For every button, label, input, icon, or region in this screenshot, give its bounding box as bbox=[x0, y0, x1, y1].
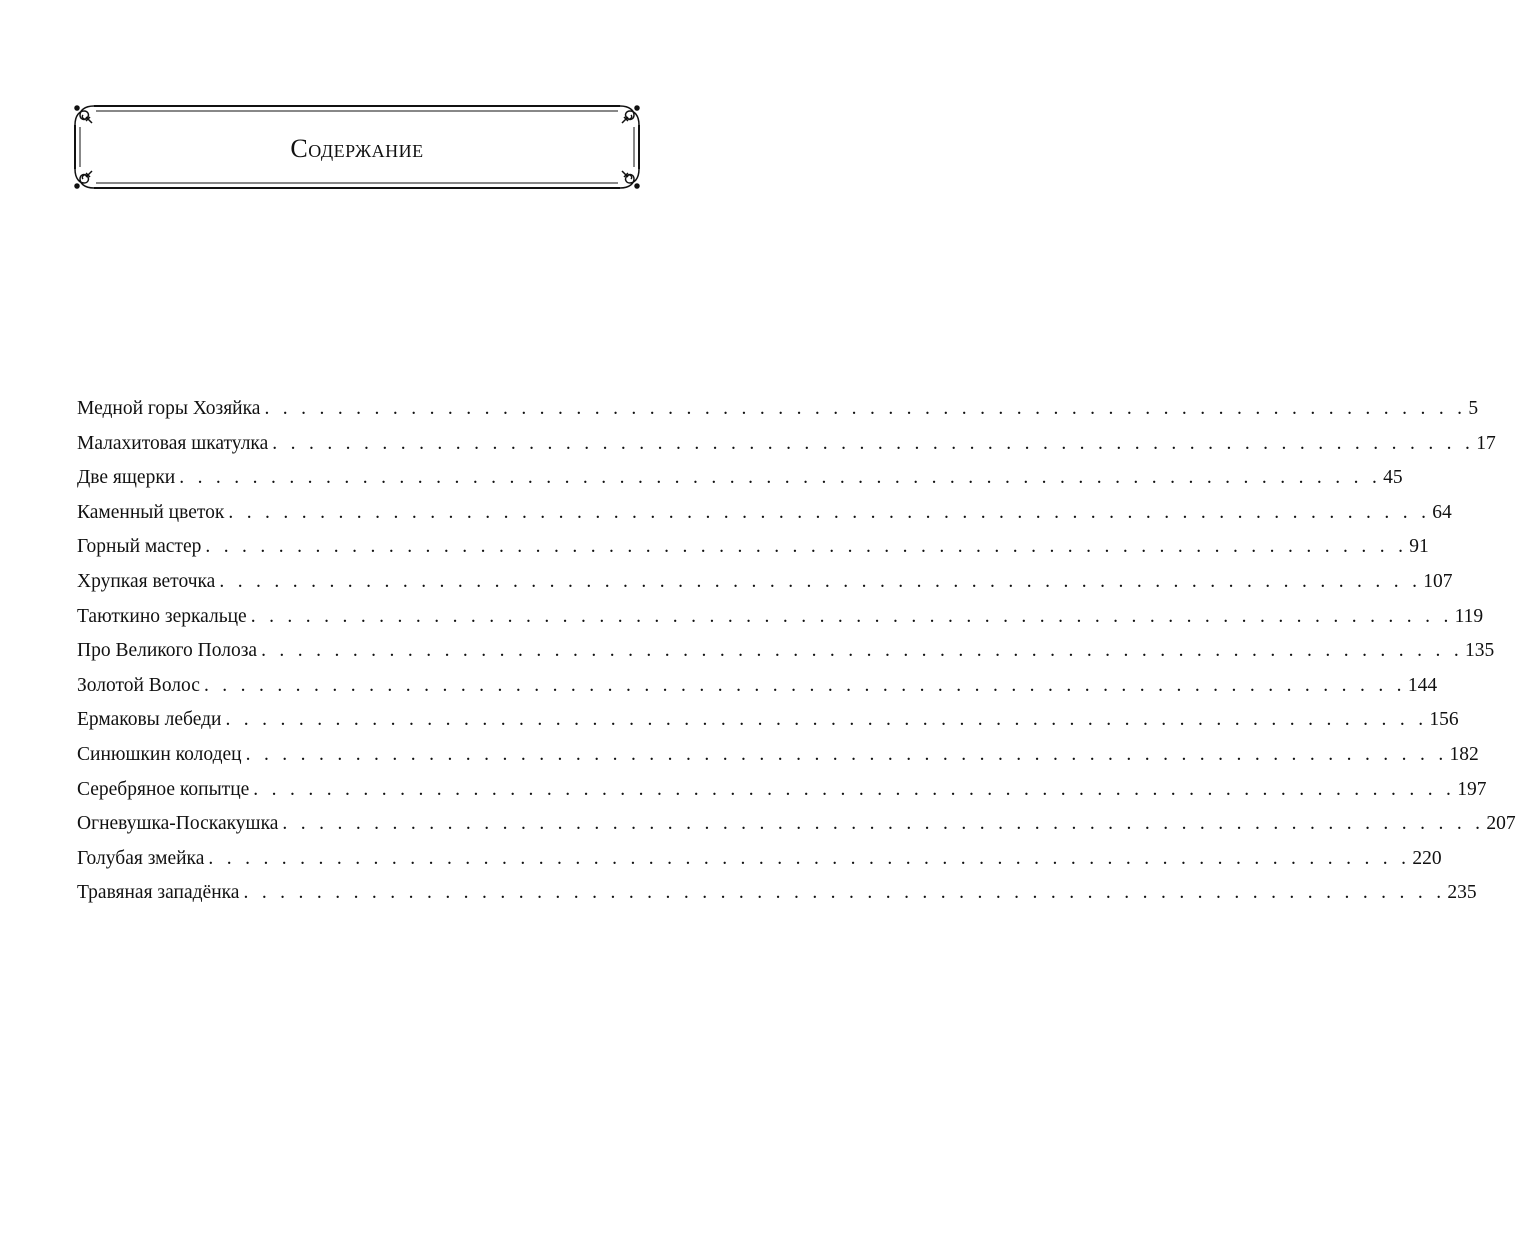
toc-entry-title: Травяная западёнка bbox=[77, 882, 240, 904]
toc-entry-page-number: 156 bbox=[1429, 709, 1459, 731]
dot-leader: . . . . . . . . . . . . . . . . . . . . . . . . . . . . . . . . . . . . . . . . . . . . . . . . . . . . . . . . . . . . . . . . . . bbox=[264, 398, 1467, 419]
toc-entry-page-number: 17 bbox=[1476, 432, 1496, 454]
dot-leader: . . . . . . . . . . . . . . . . . . . . . . . . . . . . . . . . . . . . . . . . . . . . . . . . . . . . . . . . . . . . . . . . . . bbox=[272, 432, 1475, 454]
toc-entry[interactable] bbox=[77, 530, 1429, 565]
dot-leader: . . . . . . . . . . . . . . . . . . . . . . . . . . . . . . . . . . . . . . . . . . . . . . . . . . . . . . . . . . . . . . . . . . bbox=[205, 536, 1408, 558]
toc-entry[interactable] bbox=[77, 427, 1496, 462]
toc-entry[interactable] bbox=[77, 738, 1479, 773]
toc-entry-title: Про Великого Полоза bbox=[77, 640, 258, 662]
toc-entry[interactable] bbox=[77, 634, 1495, 669]
table-of-contents bbox=[77, 392, 1516, 911]
toc-entry-title: Голубая змейка bbox=[77, 847, 205, 869]
toc-entry-page-number: 45 bbox=[1383, 467, 1403, 489]
toc-entry-title: Ермаковы лебеди bbox=[77, 709, 222, 731]
dot-leader: . . . . . . . . . . . . . . . . . . . . . . . . . . . . . . . . . . . . . . . . . . . . . . . . . . . . . . . . . . . . . . . . . . bbox=[245, 743, 1448, 765]
header-frame bbox=[72, 103, 642, 191]
dot-leader: . . . . . . . . . . . . . . . . . . . . . . . . . . . . . . . . . . . . . . . . . . . . . . . . . . . . . . . . . . . . . . . . . . bbox=[250, 605, 1453, 627]
toc-entry-title: Таюткино зеркальце bbox=[77, 605, 247, 627]
toc-entry-page-number: 5 bbox=[1468, 398, 1479, 419]
toc-entry-title: Горный мастер bbox=[77, 536, 202, 558]
dot-leader: . . . . . . . . . . . . . . . . . . . . . . . . . . . . . . . . . . . . . . . . . . . . . . . . . . . . . . . . . . . . . . . . . . bbox=[203, 674, 1406, 696]
toc-entry[interactable] bbox=[77, 565, 1453, 600]
toc-entry-title: Хрупкая веточка bbox=[77, 570, 216, 592]
dot-leader: . . . . . . . . . . . . . . . . . . . . . . . . . . . . . . . . . . . . . . . . . . . . . . . . . . . . . . . . . . . . . . . . . . bbox=[261, 640, 1464, 662]
toc-entry[interactable] bbox=[77, 876, 1477, 911]
toc-entry[interactable] bbox=[77, 842, 1442, 877]
toc-entry-title: Золотой Волос bbox=[77, 674, 200, 696]
toc-entry[interactable] bbox=[77, 496, 1452, 531]
dot-leader: . . . . . . . . . . . . . . . . . . . . . . . . . . . . . . . . . . . . . . . . . . . . . . . . . . . . . . . . . . . . . . . . . . bbox=[282, 813, 1485, 835]
toc-entry[interactable] bbox=[77, 600, 1484, 635]
toc-entry-title: Синюшкин колодец bbox=[77, 743, 242, 765]
toc-entry-page-number: 207 bbox=[1486, 813, 1516, 835]
toc-entry-page-number: 91 bbox=[1409, 536, 1429, 558]
toc-entry[interactable] bbox=[77, 703, 1459, 738]
dot-leader: . . . . . . . . . . . . . . . . . . . . . . . . . . . . . . . . . . . . . . . . . . . . . . . . . . . . . . . . . . . . . . . . . . bbox=[179, 467, 1382, 489]
toc-entry-page-number: 197 bbox=[1457, 778, 1487, 800]
dot-leader: . . . . . . . . . . . . . . . . . . . . . . . . . . . . . . . . . . . . . . . . . . . . . . . . . . . . . . . . . . . . . . . . . . bbox=[243, 882, 1446, 904]
toc-entry-page-number: 144 bbox=[1407, 674, 1438, 696]
dot-leader: . . . . . . . . . . . . . . . . . . . . . . . . . . . . . . . . . . . . . . . . . . . . . . . . . . . . . . . . . . . . . . . . . . bbox=[228, 501, 1431, 523]
toc-entry-page-number: 235 bbox=[1447, 882, 1477, 904]
toc-entry-title: Серебряное копытце bbox=[77, 778, 250, 800]
toc-entry-page-number: 64 bbox=[1432, 501, 1452, 523]
toc-entry-title: Малахитовая шкатулка bbox=[77, 432, 269, 454]
toc-entry[interactable] bbox=[77, 773, 1487, 808]
toc-entry-title: Огневушка-Поскакушка bbox=[77, 813, 279, 835]
toc-entry[interactable] bbox=[77, 461, 1403, 496]
dot-leader: . . . . . . . . . . . . . . . . . . . . . . . . . . . . . . . . . . . . . . . . . . . . . . . . . . . . . . . . . . . . . . . . . . bbox=[219, 570, 1422, 592]
toc-entry[interactable] bbox=[77, 392, 1479, 427]
dot-leader: . . . . . . . . . . . . . . . . . . . . . . . . . . . . . . . . . . . . . . . . . . . . . . . . . . . . . . . . . . . . . . . . . . bbox=[253, 778, 1456, 800]
toc-entry-title: Две ящерки bbox=[77, 467, 176, 489]
toc-entry[interactable] bbox=[77, 669, 1438, 704]
dot-leader: . . . . . . . . . . . . . . . . . . . . . . . . . . . . . . . . . . . . . . . . . . . . . . . . . . . . . . . . . . . . . . . . . . bbox=[225, 709, 1428, 731]
toc-entry-title: Каменный цветок bbox=[77, 501, 225, 523]
toc-entry-page-number: 119 bbox=[1454, 605, 1484, 627]
dot-leader: . . . . . . . . . . . . . . . . . . . . . . . . . . . . . . . . . . . . . . . . . . . . . . . . . . . . . . . . . . . . . . . . . . bbox=[208, 847, 1411, 869]
toc-entry-title: Медной горы Хозяйка bbox=[77, 398, 261, 419]
toc-entry[interactable] bbox=[77, 807, 1516, 842]
toc-entry-page-number: 220 bbox=[1412, 847, 1442, 869]
toc-entry-page-number: 107 bbox=[1423, 570, 1453, 592]
toc-entry-page-number: 135 bbox=[1465, 640, 1495, 662]
toc-entry-page-number: 182 bbox=[1449, 743, 1479, 765]
page-title: Содержание bbox=[290, 134, 424, 163]
